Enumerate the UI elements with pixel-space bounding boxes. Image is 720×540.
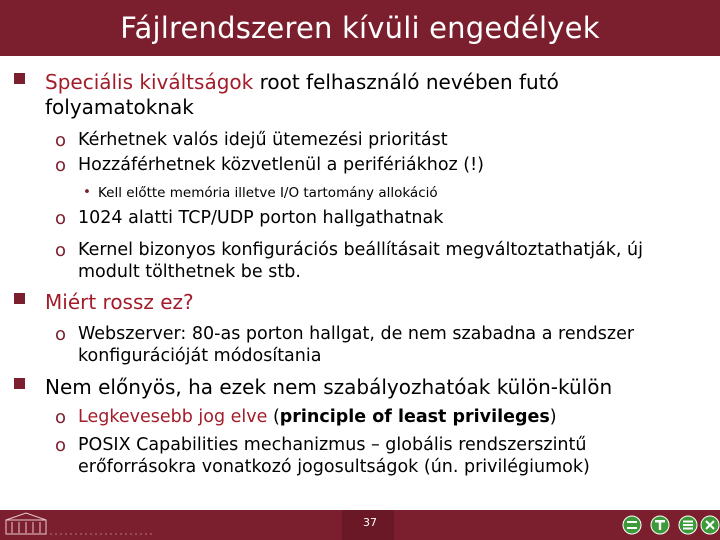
circle-bullet-icon: o — [55, 240, 67, 261]
bullet-1-4 — [55, 240, 643, 261]
footer-bar — [0, 510, 720, 540]
bullet-3-2-text: POSIX Capabilities mechanizmus – globális rendszerszintű — [78, 435, 587, 455]
circle-bullet-icon: o — [55, 208, 67, 229]
bullet-3-2 — [55, 435, 587, 456]
university-logo-icon — [4, 512, 154, 538]
bullet-3-1 — [55, 407, 557, 428]
circle-bullet-icon: o — [55, 407, 67, 428]
bullet-3-1-paren-open: ( — [267, 407, 280, 427]
bullet-3-1-highlight: Legkevesebb jog elve — [78, 407, 268, 427]
bullet-2 — [45, 290, 194, 314]
nav-close-icon[interactable] — [700, 515, 720, 535]
slide-title: Fájlrendszeren kívüli engedélyek — [120, 11, 600, 45]
bullet-1-2 — [55, 155, 484, 176]
bullet-3-text: Nem előnyös, ha ezek nem szabályozhatóak külön-külön — [45, 375, 613, 399]
bullet-2-1-text: Webszerver: 80-as porton hallgat, de nem szabadna a rendszer — [78, 324, 635, 344]
square-bullet-icon — [14, 378, 25, 389]
title-bar — [0, 0, 720, 56]
bullet-1-text: root felhasználó nevében futó — [253, 70, 559, 94]
bullet-1-highlight: Speciális kiváltságok — [45, 70, 254, 94]
bullet-1-3 — [55, 208, 444, 229]
bullet-3-1-paren-close: ) — [549, 407, 557, 427]
bullet-1-1 — [55, 130, 448, 151]
bullet-3-2-cont: erőforrásokra vonatkozó jogosultságok (ún. privilégiumok) — [78, 457, 590, 477]
nav-menu-icon[interactable] — [678, 515, 698, 535]
page-number: 37 — [363, 516, 377, 529]
bullet-1 — [45, 70, 559, 94]
bullet-1-2-1-text: Kell előtte memória illetve I/O tartomány allokáció — [98, 185, 438, 201]
nav-toc-icon[interactable] — [650, 515, 670, 535]
bullet-3-1-bold: principle of least privileges — [279, 407, 550, 427]
bullet-1-2-1 — [83, 184, 438, 201]
bullet-1-4-text: Kernel bizonyos konfigurációs beállításait megváltoztathatják, új — [78, 240, 643, 260]
bullet-2-text: Miért rossz ez? — [45, 290, 194, 314]
bullet-1-2-text: Hozzáférhetnek közvetlenül a perifériákhoz (!) — [78, 155, 484, 175]
nav-back-icon[interactable] — [622, 515, 642, 535]
circle-bullet-icon: o — [55, 130, 67, 151]
bullet-1-cont: folyamatoknak — [45, 95, 194, 119]
bullet-2-1 — [55, 324, 635, 345]
square-bullet-icon — [14, 293, 25, 304]
bullet-1-4-cont: modult tölthetnek be stb. — [78, 262, 301, 282]
bullet-3 — [45, 375, 612, 399]
bullet-2-1-cont: konfigurációját módosítania — [78, 346, 322, 366]
circle-bullet-icon: o — [55, 435, 67, 456]
circle-bullet-icon: o — [55, 324, 67, 345]
square-bullet-icon — [14, 73, 25, 84]
circle-bullet-icon: o — [55, 155, 67, 176]
dot-bullet-icon: • — [83, 184, 91, 200]
bullet-1-1-text: Kérhetnek valós idejű ütemezési prioritást — [78, 130, 448, 150]
bullet-1-3-text: 1024 alatti TCP/UDP porton hallgathatnak — [78, 208, 444, 228]
